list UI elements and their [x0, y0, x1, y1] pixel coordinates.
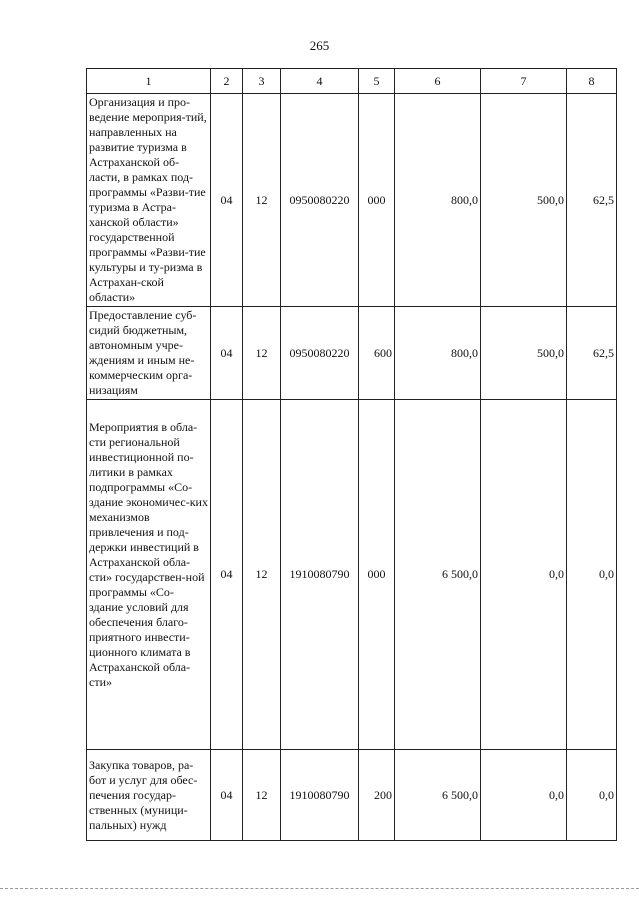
page-number: 265 — [309, 38, 330, 53]
target-article-cell: 0950080220 — [281, 307, 359, 400]
target-article-cell: 0950080220 — [281, 94, 359, 307]
column-header: 2 — [211, 69, 243, 94]
expense-type-cell: 600 — [359, 307, 395, 400]
column-header: 5 — [359, 69, 395, 94]
amount-cell: 500,0 — [481, 94, 567, 307]
row-name-cell: Мероприятия в обла-сти региональной инвестиционной по-литики в рамках подпрограммы «Со-здание экономичес-ких механизмов привлечения и под-держки инвестиций в Астраханской обла-сти» государствен-ной программы «Со-здание условий для обеспечения благо-приятного инвести-ционного климата в Астраханской обла-сти» — [87, 400, 211, 750]
amount-cell: 0,0 — [481, 750, 567, 841]
percent-cell: 62,5 — [567, 307, 617, 400]
amount-cell: 800,0 — [395, 307, 481, 400]
table-row — [87, 307, 617, 400]
target-article-cell: 1910080790 — [281, 750, 359, 841]
column-header: 1 — [87, 69, 211, 94]
section-code-cell: 04 — [211, 750, 243, 841]
column-header: 3 — [243, 69, 281, 94]
expense-type-cell: 200 — [359, 750, 395, 841]
section-code-cell: 04 — [211, 400, 243, 750]
amount-cell: 6 500,0 — [395, 400, 481, 750]
subsection-code-cell: 12 — [243, 307, 281, 400]
budget-table — [86, 68, 617, 841]
target-article-cell: 1910080790 — [281, 400, 359, 750]
expense-type-cell: 000 — [359, 400, 395, 750]
section-code-cell: 04 — [211, 94, 243, 307]
subsection-code-cell: 12 — [243, 750, 281, 841]
column-header: 4 — [281, 69, 359, 94]
subsection-code-cell: 12 — [243, 400, 281, 750]
column-header: 8 — [567, 69, 617, 94]
section-code-cell: 04 — [211, 307, 243, 400]
percent-cell: 62,5 — [567, 94, 617, 307]
column-header: 6 — [395, 69, 481, 94]
amount-cell: 6 500,0 — [395, 750, 481, 841]
percent-cell: 0,0 — [567, 400, 617, 750]
table-row — [87, 94, 617, 307]
subsection-code-cell: 12 — [243, 94, 281, 307]
row-name-cell: Организация и про-ведение мероприя-тий, направленных на развитие туризма в Астраханской об-ласти, в рамках под-программы «Разви-тие туризма в Астра-ханской области» государственной программы «Разви-тие культуры и ту-ризма в Астрахан-ской области» — [87, 94, 211, 307]
row-name-cell: Закупка товаров, ра-бот и услуг для обес-печения государ-ственных (муници-пальных) нужд — [87, 750, 211, 841]
expense-type-cell: 000 — [359, 94, 395, 307]
amount-cell: 800,0 — [395, 94, 481, 307]
row-name-cell: Предоставление суб-сидий бюджетным, автономным учре-ждениям и иным не-коммерческим орга-низациям — [87, 307, 211, 400]
table-header-row — [87, 69, 617, 94]
scan-edge-line — [0, 888, 639, 889]
amount-cell: 500,0 — [481, 307, 567, 400]
table-row — [87, 750, 617, 841]
amount-cell: 0,0 — [481, 400, 567, 750]
table-row — [87, 400, 617, 750]
percent-cell: 0,0 — [567, 750, 617, 841]
column-header: 7 — [481, 69, 567, 94]
